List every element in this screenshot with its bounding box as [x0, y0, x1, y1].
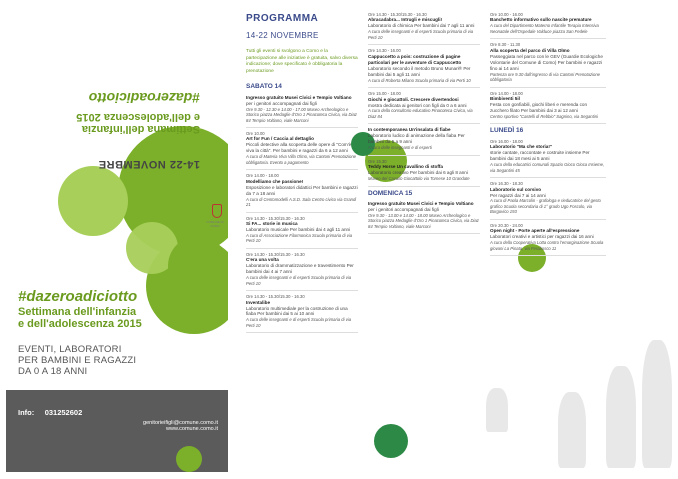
- event-title: Si FA... storie in musica: [246, 220, 298, 226]
- event-item: [246, 294, 358, 328]
- event-place: A cura della Cooperativa Lotta contro l'emarginazione Scuola giovani La Pinata, via Ferabosco 11: [490, 240, 604, 251]
- programma-intro: Tutti gli eventi si svolgono a Como e la partecipazione alle iniziative è gratuita, salvo diversa indicazione; dove specificato è obbligatoria la prenotazione: [246, 49, 358, 74]
- event-place: A cura della consultorio educativo Pinacoteca Civica, via Diaz 84: [368, 108, 473, 119]
- comune-logo-text: COMUNE DI COMO: [206, 220, 224, 228]
- events-list: [490, 12, 606, 256]
- event-title: Banchetto informativo sullo nascite premature: [490, 17, 592, 23]
- event-description: Laboratorio di drammatizzazione e travestimento Per bambini dai 4 ai 7 anni: [246, 263, 354, 275]
- event-item: [246, 216, 358, 244]
- event-description: Laboratorio ludico di animazione della fiaba Per bambini da 5 a 9 anni: [368, 133, 465, 145]
- contact-email[interactable]: genitorieifigli@comune.como.it: [143, 420, 218, 426]
- cover-flipped-section: [6, 6, 228, 226]
- event-description: Laboratorio musicale Per bambini dai 4 agli 11 anni: [246, 226, 351, 232]
- divider: [246, 127, 358, 128]
- comune-logo-icon: [212, 204, 222, 218]
- divider: [368, 123, 480, 124]
- divider: [490, 123, 606, 124]
- event-time: Ore 14.00 - 18.00: [490, 90, 523, 96]
- cover-subtitle: [18, 307, 142, 330]
- event-title: Laboratorio "Ma che storia!": [490, 144, 553, 150]
- event-item: [490, 139, 606, 173]
- event-place: A cura di Paola Marcolin - grafologa e rieducatrice del gesto grafico Scuola secondaria di 1° grado Ugo Foscolo, via Borgovico 193: [490, 198, 601, 215]
- event-description: Piccoli detective alla scoperta delle opere di "Com'è viva la città". Per bambini e ragazzi da 6 a 12 anni: [246, 142, 352, 154]
- event-description: Laboratorio secondo il metodo Bruno Munari® Per bambini dai 5 agli 11 anni: [368, 65, 471, 77]
- cover-hashtag: #dazeroadiciotto: [18, 288, 138, 305]
- programma-dates: 14-22 NOVEMBRE: [246, 31, 319, 40]
- event-title: Inventalibe: [246, 299, 270, 305]
- event-item: [490, 91, 606, 120]
- green-circle: [176, 446, 202, 472]
- divider: [490, 255, 606, 256]
- event-description: Laboratorio multimediale per la costruzione di una fiaba Per bambini dai 5 ai 10 anni: [246, 305, 348, 317]
- cover-events-line1: EVENTI, LABORATORI: [18, 344, 122, 355]
- cover-events-line2: PER BAMBINI E RAGAZZI: [18, 354, 137, 366]
- divider: [246, 332, 358, 333]
- event-place: A cura di Materia Viva Villa Olmo, via Cantoni Prenotazione obbligatoria. Evento a pagamento: [246, 154, 357, 165]
- event-description: Per ragazzi dai 7 ai 14 anni: [490, 192, 546, 198]
- info-row: [18, 402, 82, 420]
- divider: [368, 44, 480, 45]
- event-item: [246, 95, 358, 123]
- event-place: A cura delle insegnanti e di esperti Scuola primaria di via Perti 10: [368, 29, 474, 40]
- day-heading: LUNEDÌ 16: [490, 127, 524, 135]
- divider: [368, 87, 480, 88]
- event-place: Ore 9.30 - 13.00 e 14.00 - 18.00 Museo Archeologico e Storico piazza Medaglie d'Oro 1 Pinacoteca Civica, via Diaz 84 Tempio Voltiano, viale Marconi: [368, 212, 479, 229]
- event-description: Festa con gonfiabili, giochi liberi e merenda con zucchero filato Per bambini dai 3 ai 12 anni: [490, 101, 588, 113]
- event-time: Ore 14.30 - 15.30/15.30 - 16.30: [246, 294, 305, 300]
- cover-flipped-subtitle-line2: e dell'adolescenza 2015: [76, 111, 200, 124]
- cover-flipped-subtitle: [76, 111, 200, 134]
- divider: [490, 219, 606, 220]
- event-time: Ore 15.00 - 18.00: [368, 91, 401, 97]
- event-title: Bimbiventi 5il: [490, 96, 520, 102]
- event-place: A cura della educatrici comunali Spazio Gioco Gioca Insieme, via Segantini 45: [490, 162, 605, 173]
- event-description: storie cantate, raccontate e costruite insieme Per bambini dai 18 mesi ai 5 anni: [490, 150, 590, 162]
- event-time: Ore 14.30 - 15.30/15.30 - 16.30: [368, 12, 427, 17]
- event-time: Ore 14.30 - 15.30/15.30 - 16.30: [246, 251, 305, 257]
- green-circle: [168, 236, 228, 296]
- event-time: Ore 14.30 - 16.00: [368, 48, 401, 54]
- event-title: Modelliamo che passione!: [246, 178, 304, 184]
- event-item: [368, 12, 480, 40]
- contact-website[interactable]: www.comune.como.it: [166, 426, 218, 432]
- event-place: Centro sportivo "Castelli di Rebbio" Sagnino, via Segantini: [490, 113, 598, 119]
- day-heading: DOMENICA 15: [368, 189, 413, 197]
- events-list: [368, 12, 480, 234]
- event-title: Ingresso gratuito Musei Civici e Tempio Voltiano: [368, 201, 474, 207]
- event-time: Ore 20.30 - 24.00: [490, 222, 523, 228]
- event-time: Ore 14.30 - 15.30/15.30 - 16.30: [246, 215, 305, 221]
- event-title: Abracadabra... Intrugli e miscugli!: [368, 17, 443, 23]
- event-item: [368, 48, 480, 83]
- event-description: Laboratorio creativo Per bambini dai 6 agli 8 anni: [368, 170, 468, 176]
- event-item: [490, 223, 606, 251]
- event-time: Ore 14.00 - 18.00: [246, 173, 279, 179]
- child-silhouette: [606, 366, 636, 468]
- event-time: Ore 16.30 - 18.30: [490, 181, 523, 187]
- divider: [246, 290, 358, 291]
- event-place: Museo del Cavallo Giocattolo via Tornese 10 Grandate: [368, 176, 470, 182]
- event-place: A cura di Centomodelli A.S.D. Sala Centro civico via Grandi 21: [246, 196, 357, 208]
- event-description: Laboratori creativi e artistici per ragazzi dai 16 anni: [490, 234, 594, 240]
- event-item: [368, 159, 480, 182]
- events-list: [246, 95, 358, 334]
- event-title: Alla scoperta del parco di Villa Olmo: [490, 47, 570, 53]
- event-place: A cura di Associazione Filarmonica Scuola primaria di via Perti 10: [246, 232, 353, 244]
- event-description: mostra dedicata ai genitori con figli da 0 a 6 anni: [368, 102, 467, 108]
- divider: [368, 155, 480, 156]
- cover-subtitle-line1: Settimana dell'infanzia: [18, 306, 137, 318]
- cover-events-title: [18, 345, 136, 378]
- info-label: Info:: [18, 408, 35, 417]
- event-time: Ore 10.00 - 16.00: [490, 12, 523, 17]
- contacts: [102, 420, 218, 432]
- event-place: Ore 9.30 - 12.30 e 14.00 - 17.00 Museo Archeologico e Storico piazza Medaglie d'Oro 1 Pinacoteca Civica, via Diaz 84 Tempio Voltiano, viale Marconi: [246, 106, 357, 123]
- green-circle: [58, 166, 128, 236]
- event-item: [490, 42, 606, 82]
- event-time: Ore 15.30: [368, 158, 387, 164]
- event-place: A cura di Roberta Milano Scuola primaria di via Perti 10: [368, 77, 471, 83]
- event-title: Teddy Horse Un cavallino di stoffa: [368, 164, 443, 170]
- event-description: Esposizione e laboratori didattici Per bambini e ragazzi da 7 a 18 anni: [246, 184, 358, 196]
- event-place: A cura del Dipartimento Materno Infantile Terapia Intensiva Neonatale dell'Ospedale Valduce piazza San Fedele: [490, 23, 599, 34]
- divider: [246, 248, 358, 249]
- cover-flipped-hashtag: #dazeroadiciotto: [88, 90, 200, 106]
- events-column-2: [368, 12, 480, 237]
- info-phone: 031252602: [44, 408, 83, 417]
- event-title: Cappuccetto a pois: costruzione di pagine particolari per le avventure di Cappuccetto: [368, 53, 462, 65]
- event-title: Ingresso gratuito Musei Civici e Tempio Voltiano: [246, 94, 352, 100]
- event-item: [246, 252, 358, 286]
- event-description: per i genitori accompagnati dai figli: [246, 100, 317, 106]
- divider: [490, 177, 606, 178]
- divider: [368, 233, 480, 234]
- divider: [490, 87, 606, 88]
- child-silhouette: [642, 340, 672, 468]
- child-silhouette: [558, 392, 586, 468]
- event-description: Passeggiata nel parco con le GEV (Guardie Ecologiche Volontarie del Comune di Como) Per bambini e ragazzi fino ai 14 anni: [490, 53, 603, 71]
- event-item: [246, 131, 358, 165]
- cover-flipped-dates: 14-22 NOVEMBRE: [98, 158, 200, 170]
- programma-title: PROGRAMMA: [246, 13, 319, 24]
- event-item: [368, 201, 480, 229]
- event-time: Ore 16.00 - 18.00: [490, 138, 523, 144]
- divider: [246, 212, 358, 213]
- event-title: C'era una volta: [246, 257, 279, 263]
- event-place: A cura delle insegnanti e di esperti Scuola primaria di via Perti 10: [246, 317, 352, 328]
- events-column-3: [490, 12, 606, 259]
- event-place: A cura delle insegnanti e di esperti Scuola primaria di via Perti 10: [246, 275, 352, 286]
- event-title: Giochi e giocattoli. Crescere divertendosi: [368, 96, 459, 102]
- event-description: Laboratorio di chimica Per bambini dai 7 agli 11 anni: [368, 23, 475, 29]
- day-heading: SABATO 14: [246, 83, 282, 91]
- event-time: Ore 8.30 - 11.30: [490, 42, 521, 48]
- divider: [490, 38, 606, 39]
- cover-subtitle-line2: e dell'adolescenza 2015: [18, 317, 142, 330]
- programma-column: [246, 12, 358, 336]
- event-title: Laboratorio sul corsivo: [490, 186, 542, 192]
- cover-events-line3: DA 0 A 18 ANNI: [18, 365, 88, 377]
- event-item: [368, 127, 480, 150]
- green-circle: [374, 424, 408, 458]
- event-place: Partenza ore 9.30 dall'ingresso di via Cantoni Prenotazione obbligatoria: [490, 71, 600, 83]
- event-item: [246, 173, 358, 207]
- event-item: [490, 12, 606, 34]
- child-silhouette: [486, 388, 508, 432]
- event-title: Open night - Porte aperte all'espressione: [490, 228, 580, 234]
- event-place: A cura delle insegnanti e di esperti: [368, 145, 432, 151]
- divider: [368, 186, 480, 187]
- event-description: per i genitori accompagnati dai figli: [368, 206, 439, 212]
- event-title: In contemporanea Un'insalata di fiabe: [368, 127, 451, 133]
- event-item: [368, 91, 480, 119]
- event-item: [490, 181, 606, 215]
- divider: [246, 169, 358, 170]
- event-time: Ore 10.00: [246, 131, 265, 136]
- event-title: Art for Fun / Caccia al dettaglio: [246, 136, 314, 142]
- cover-flipped-subtitle-line1: Settimana dell'infanzia: [81, 123, 200, 135]
